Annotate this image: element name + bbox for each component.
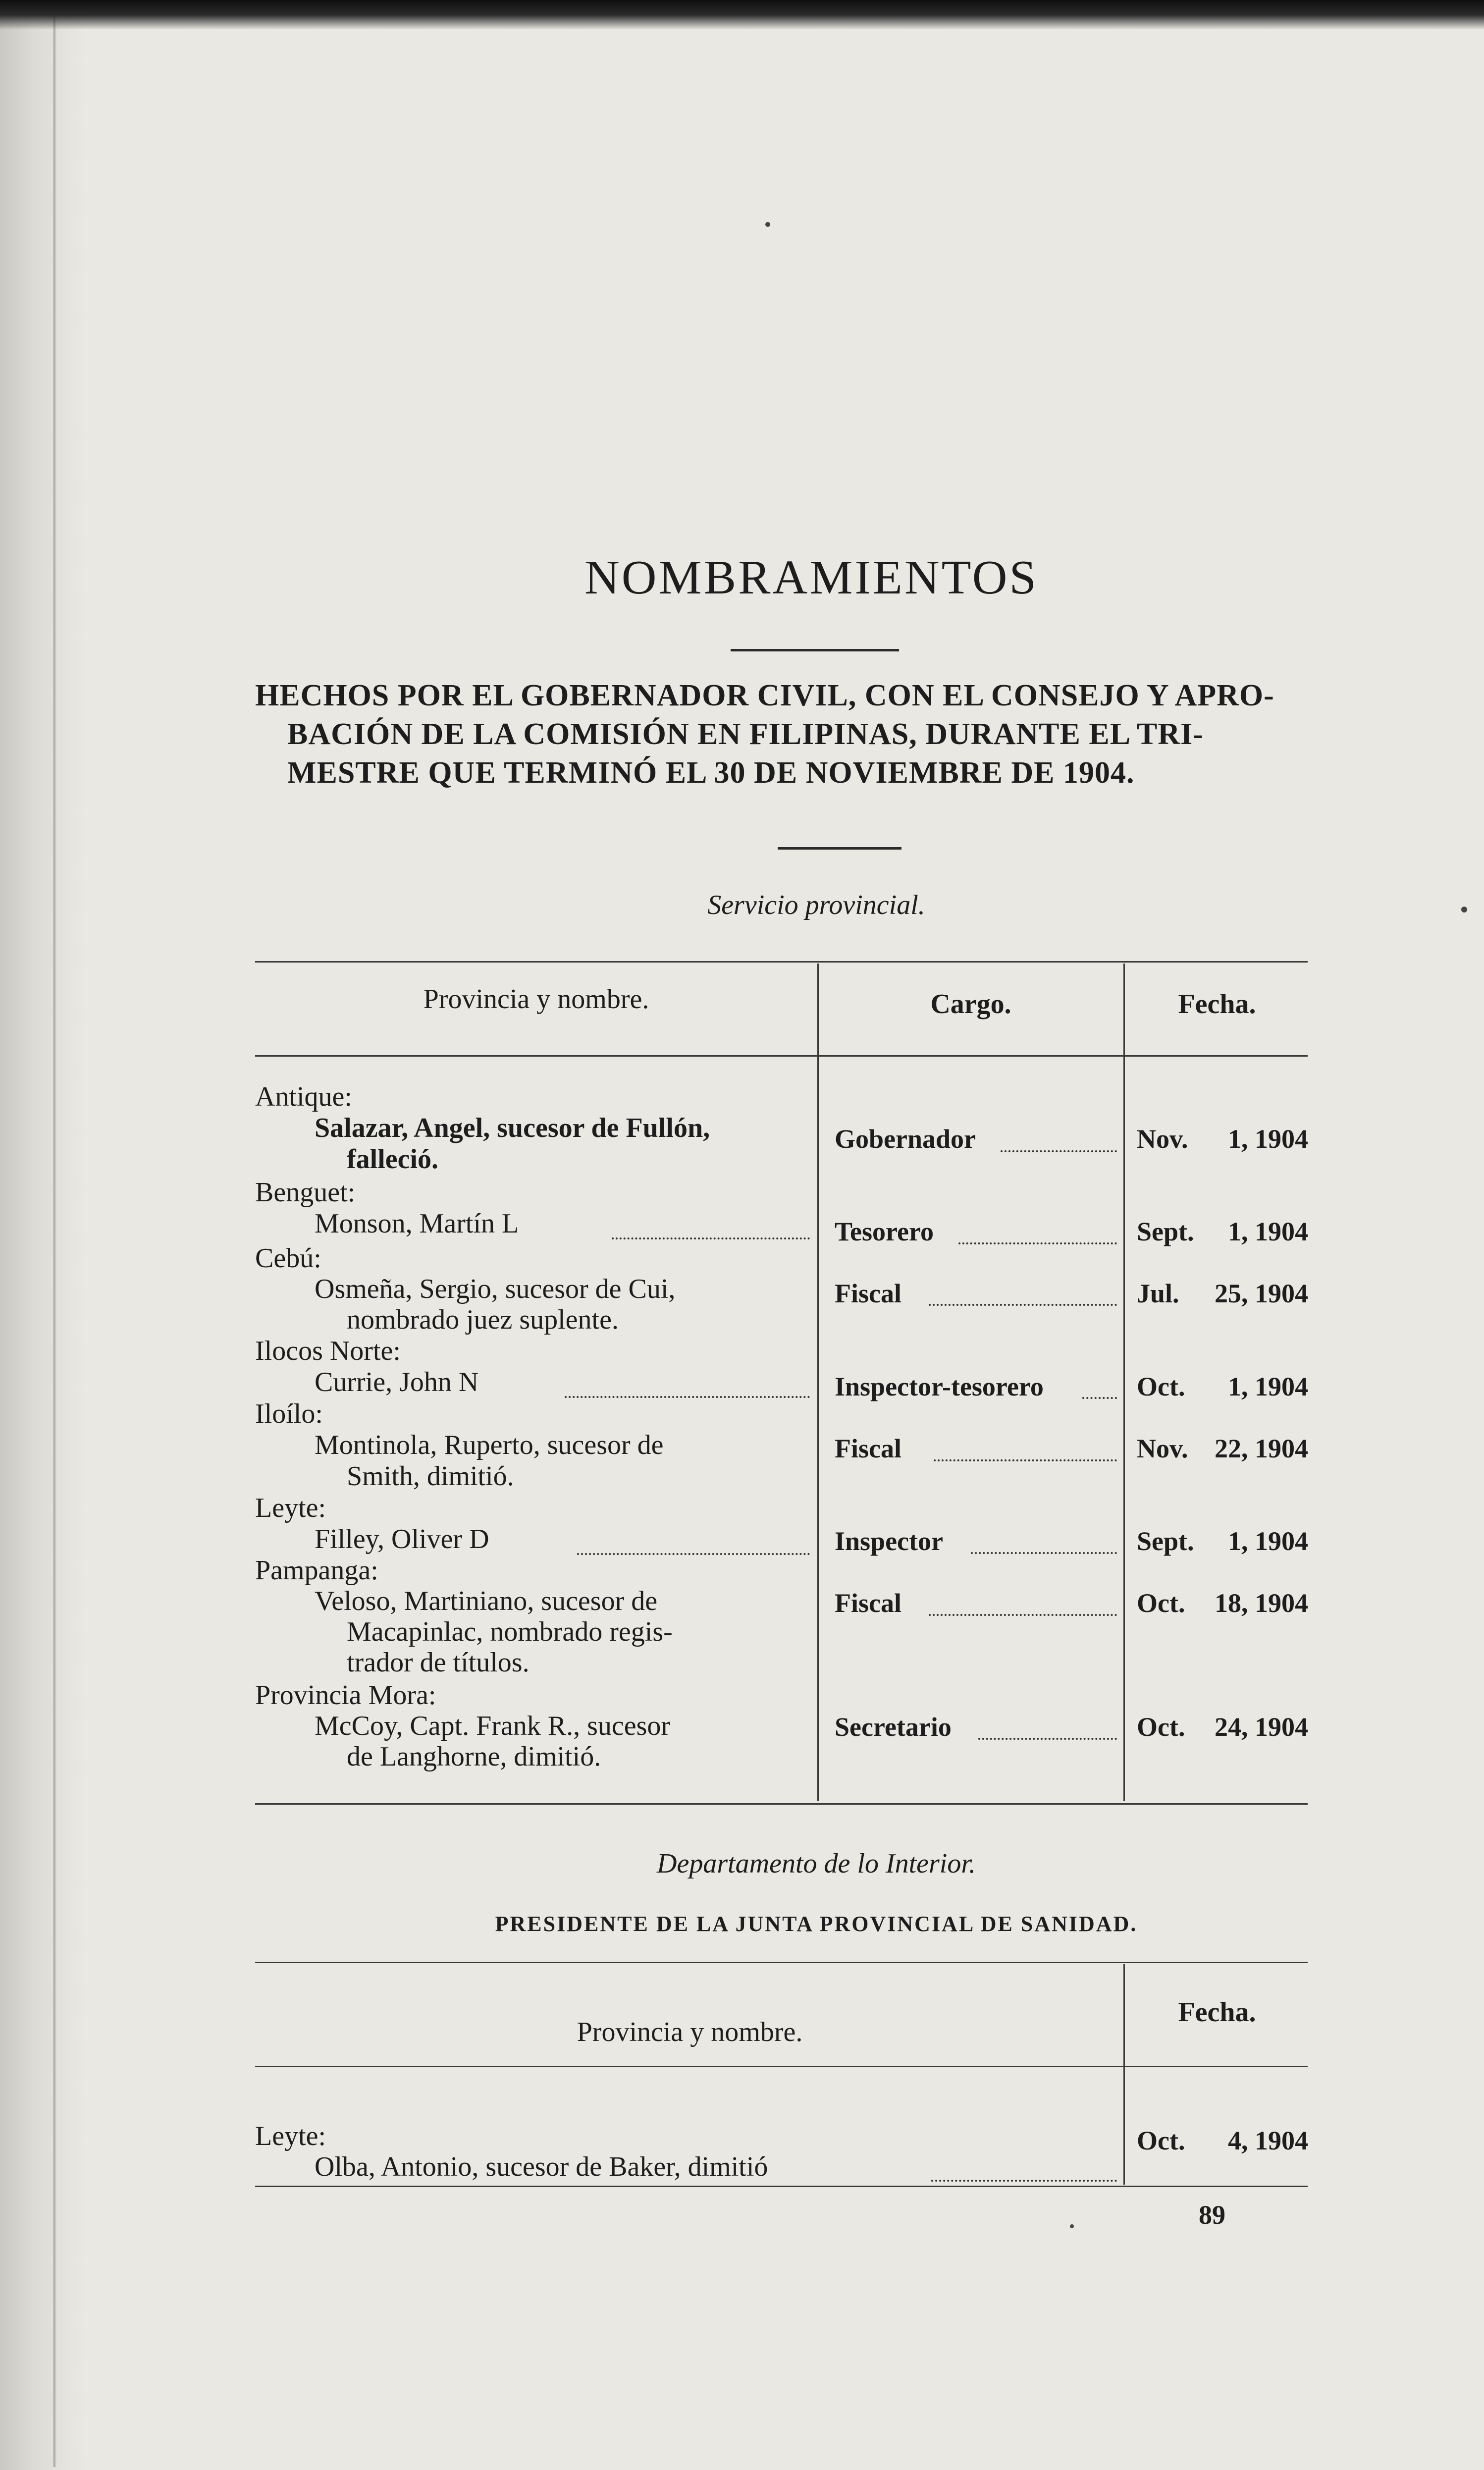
table-row-fecha-mes: Oct. <box>1137 1712 1185 1742</box>
table-row-fecha-dia: 25, 1904 <box>1215 1279 1308 1308</box>
table-row-provincia: Pampanga: <box>255 1555 378 1586</box>
subtitle <box>255 676 1295 792</box>
section-heading-departamento-interior: Departamento de lo Interior. <box>657 1848 976 1879</box>
table-row-provincia: Benguet: <box>255 1177 356 1208</box>
table-row-fecha-mes: Oct. <box>1137 2126 1185 2155</box>
leader-dots <box>971 1552 1117 1554</box>
subtitle-rule <box>778 847 901 850</box>
table-row-provincia: Provincia Mora: <box>255 1680 436 1711</box>
leader-dots <box>978 1738 1117 1740</box>
leader-dots <box>1082 1397 1117 1399</box>
table-row-cargo: Secretario <box>835 1712 952 1742</box>
table-row-provincia: Iloílo: <box>255 1398 323 1429</box>
page-title: NOMBRAMIENTOS <box>584 551 1038 604</box>
leader-dots <box>565 1396 810 1398</box>
column-header-cargo: Cargo. <box>930 989 1011 1020</box>
leader-dots <box>1001 1150 1117 1152</box>
table-row-nombre-cont: trador de títulos. <box>347 1647 530 1678</box>
page-number: 89 <box>1199 2200 1225 2230</box>
page-top-edge <box>0 0 1484 30</box>
table-row-nombre-cont: Macapinlac, nombrado regis- <box>347 1616 673 1647</box>
page-fold-shadow <box>0 0 84 2470</box>
table-row-fecha-mes: Nov. <box>1137 1434 1188 1463</box>
table-row-fecha-mes: Oct. <box>1137 1588 1185 1618</box>
column-header-provincia: Provincia y nombre. <box>577 2017 803 2047</box>
table-row-nombre: Salazar, Angel, sucesor de Fullón, <box>315 1113 710 1143</box>
table-row-fecha-dia: 1, 1904 <box>1228 1372 1308 1401</box>
subtitle-line: BACIÓN DE LA COMISIÓN EN FILIPINAS, DURANTE EL TRI- <box>287 717 1204 751</box>
table-row-nombre: McCoy, Capt. Frank R., sucesor <box>315 1711 671 1741</box>
leader-dots <box>958 1242 1117 1244</box>
leader-dots <box>931 2180 1117 2182</box>
table-row-nombre: Olba, Antonio, sucesor de Baker, dimitió <box>315 2151 768 2182</box>
table-row-provincia: Antique: <box>255 1081 352 1112</box>
table-row-fecha-mes: Sept. <box>1137 1217 1194 1246</box>
table-row-fecha-dia: 1, 1904 <box>1228 1526 1308 1556</box>
table-row-nombre-cont: Smith, dimitió. <box>347 1461 514 1492</box>
leader-dots <box>612 1237 810 1239</box>
table-row-fecha-mes: Sept. <box>1137 1526 1194 1556</box>
table-row-cargo: Gobernador <box>835 1124 976 1154</box>
table-row-provincia: Leyte: <box>255 1493 326 1523</box>
table-row-nombre: Veloso, Martiniano, sucesor de <box>315 1586 658 1616</box>
table-row-cargo: Fiscal <box>835 1279 901 1308</box>
leader-dots <box>929 1304 1117 1306</box>
table-row-fecha-dia: 1, 1904 <box>1228 1217 1308 1246</box>
table-row-cargo: Fiscal <box>835 1588 901 1618</box>
table-row-nombre: Osmeña, Sergio, sucesor de Cui, <box>315 1274 676 1304</box>
table-row-nombre: Currie, John N <box>315 1367 479 1397</box>
subtitle-line: HECHOS POR EL GOBERNADOR CIVIL, CON EL CONSEJO Y APRO- <box>255 679 1274 712</box>
table2-column-divider <box>1123 1964 1125 2185</box>
table-row-nombre-cont: falleció. <box>347 1144 439 1175</box>
leader-dots <box>934 1459 1117 1461</box>
table-row-provincia: Cebú: <box>255 1243 321 1274</box>
table-row-fecha-dia: 4, 1904 <box>1228 2126 1308 2155</box>
column-header-provincia: Provincia y nombre. <box>423 984 649 1015</box>
table-row-cargo: Fiscal <box>835 1434 901 1463</box>
leader-dots <box>929 1614 1117 1616</box>
title-rule <box>731 649 899 651</box>
table-row-fecha-dia: 18, 1904 <box>1215 1588 1308 1618</box>
table-row-provincia: Ilocos Norte: <box>255 1336 401 1366</box>
table-row-nombre: Monson, Martín L <box>315 1208 519 1239</box>
scan-speck <box>1070 2224 1074 2228</box>
table-header-rule <box>255 1055 1308 1057</box>
section-subheading-junta-sanidad: PRESIDENTE DE LA JUNTA PROVINCIAL DE SANIDAD. <box>495 1912 1138 1936</box>
table-row-cargo: Inspector <box>835 1526 943 1556</box>
table2-bottom-rule <box>255 2186 1308 2187</box>
binding-line <box>53 15 56 2467</box>
table-row-fecha-dia: 1, 1904 <box>1228 1124 1308 1154</box>
table-row-cargo: Inspector-tesorero <box>835 1372 1044 1401</box>
table-row-fecha-dia: 24, 1904 <box>1215 1712 1308 1742</box>
table-row-fecha-dia: 22, 1904 <box>1215 1434 1308 1463</box>
subtitle-line: MESTRE QUE TERMINÓ EL 30 DE NOVIEMBRE DE 1904. <box>287 756 1135 790</box>
table-column-divider <box>817 964 819 1801</box>
table-row-provincia: Leyte: <box>255 2121 326 2151</box>
table2-top-rule <box>255 1962 1308 1963</box>
column-header-fecha: Fecha. <box>1178 989 1256 1020</box>
table-row-nombre-cont: nombrado juez suplente. <box>347 1304 619 1335</box>
table-row-cargo: Tesorero <box>835 1217 934 1246</box>
table-top-rule <box>255 961 1308 963</box>
table-row-nombre: Montinola, Ruperto, sucesor de <box>315 1430 664 1460</box>
table-bottom-rule <box>255 1803 1308 1805</box>
column-header-fecha: Fecha. <box>1178 1997 1256 2028</box>
section-heading-servicio-provincial: Servicio provincial. <box>707 890 925 920</box>
table2-header-rule <box>255 2066 1308 2067</box>
table-row-fecha-mes: Jul. <box>1137 1279 1179 1308</box>
table-column-divider <box>1123 964 1125 1801</box>
table-row-fecha-mes: Oct. <box>1137 1372 1185 1401</box>
table-row-fecha-mes: Nov. <box>1137 1124 1188 1154</box>
scan-speck <box>765 222 770 227</box>
table-row-nombre: Filley, Oliver D <box>315 1524 489 1555</box>
table-row-nombre-cont: de Langhorne, dimitió. <box>347 1741 601 1772</box>
leader-dots <box>577 1553 810 1555</box>
